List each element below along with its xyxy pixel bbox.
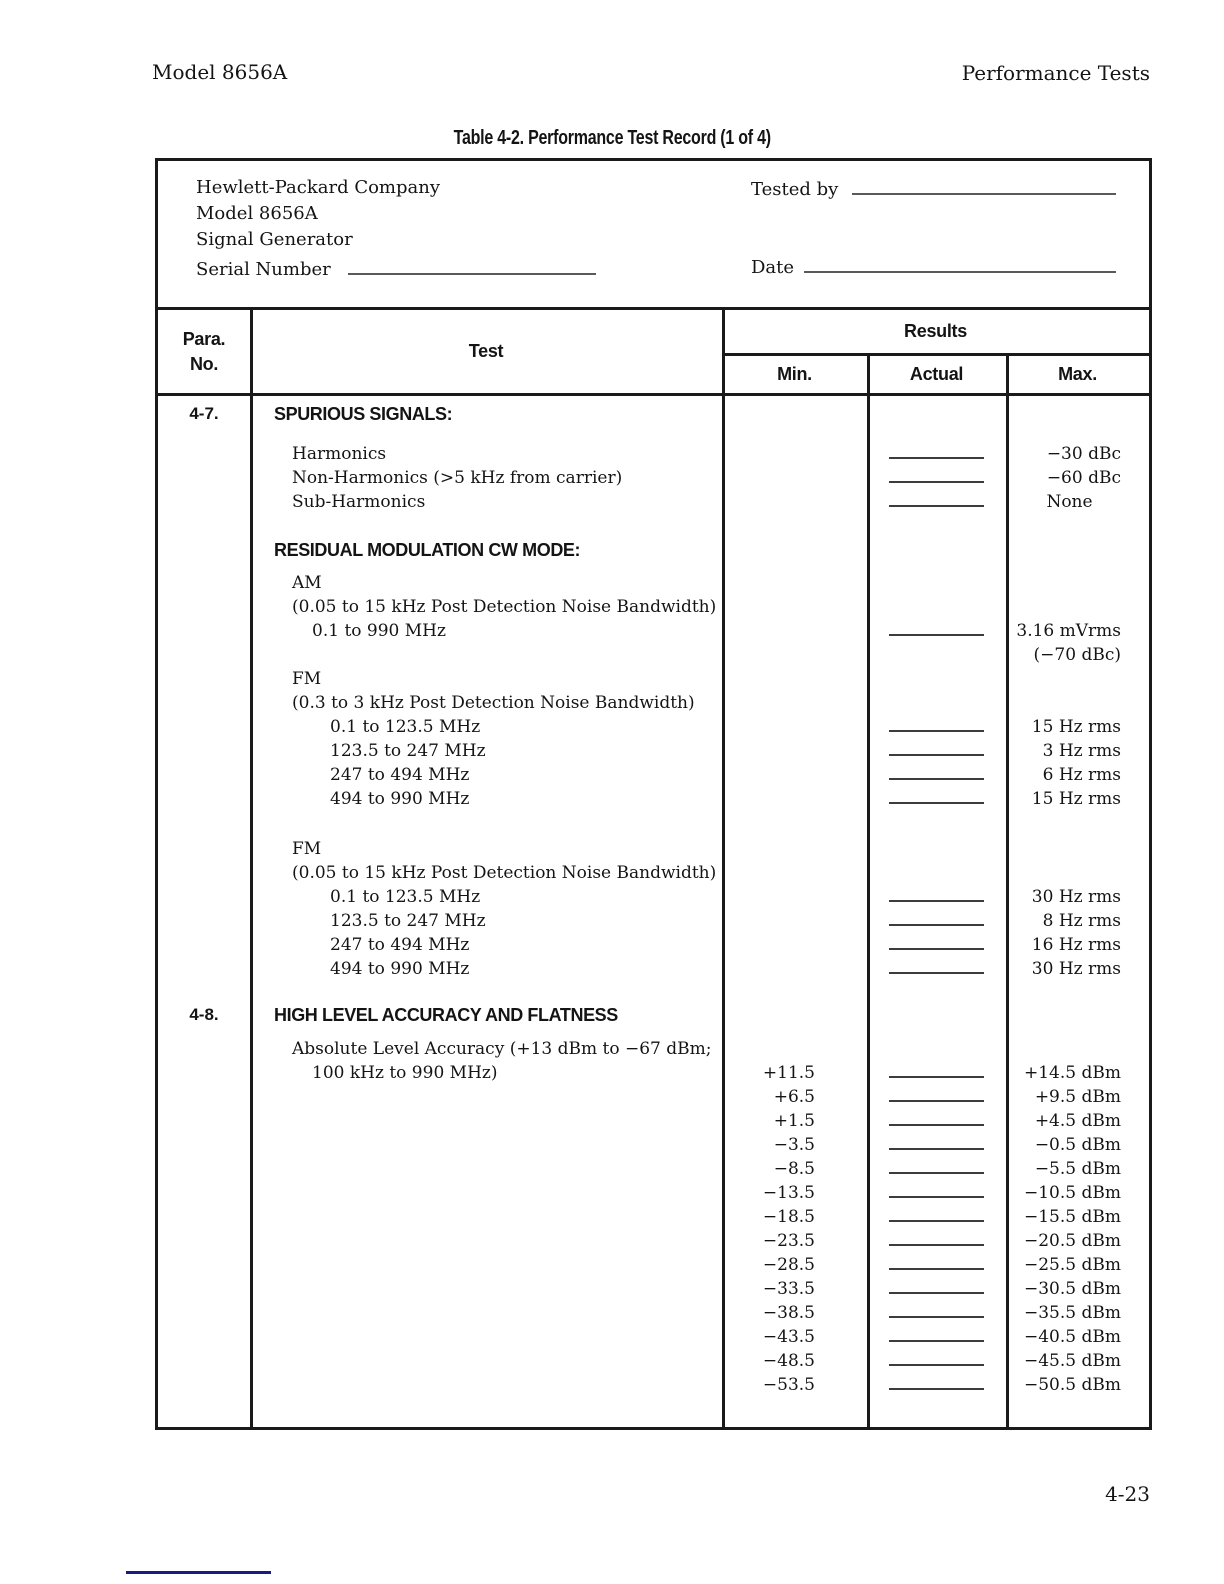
actual-entry-blank-line [889,909,984,926]
table-row [158,909,1149,933]
column-divider-actual-max [1006,396,1009,1427]
table-row [158,1037,1149,1061]
min-value-cell [722,571,867,595]
max-value-cell [1006,667,1149,691]
actual-value-cell [867,909,1006,933]
actual-entry-blank-line [889,1253,984,1270]
test-description-cell: (0.3 to 3 kHz Post Detection Noise Bandwidth) [292,693,695,713]
table-row [158,538,1149,562]
serial-number-label: Serial Number [196,259,331,280]
test-description-cell [250,1325,722,1349]
model-number: Model 8656A [196,203,318,224]
actual-entry-blank-line [889,1157,984,1174]
test-description-cell: 123.5 to 247 MHz [330,741,486,761]
min-value-cell [722,739,867,763]
test-description-cell: 494 to 990 MHz [330,789,470,809]
test-description-cell [250,1003,722,1028]
para-no-cell [158,490,250,514]
actual-value-cell [867,466,1006,490]
table-row [158,619,1149,643]
min-value-cell: −33.5 [762,1279,815,1299]
min-value-cell [722,861,867,885]
min-value-cell: +11.5 [762,1063,815,1083]
column-header-para-no: Para. No. [182,328,226,374]
max-value-cell: None [1046,492,1093,512]
para-no-cell [158,442,250,466]
min-value-cell [722,667,867,691]
column-header-test: Test [468,341,504,361]
para-no-cell [158,763,250,787]
max-value-cell [1006,1003,1149,1028]
min-value-cell [722,787,867,811]
running-header-right: Performance Tests [961,61,1150,85]
actual-value-cell [867,1277,1006,1301]
para-no-cell [158,1301,250,1325]
table-row [158,1157,1149,1181]
actual-value-cell [867,490,1006,514]
test-section-heading: HIGH LEVEL ACCURACY AND FLATNESS [274,1005,618,1025]
column-header-min: Min. [777,364,812,384]
test-description-cell: (0.05 to 15 kHz Post Detection Noise Bandwidth) [292,863,717,883]
test-description-cell: Harmonics [292,444,387,464]
product-name: Signal Generator [196,229,353,250]
actual-value-cell [867,619,1006,643]
para-no-cell [158,466,250,490]
max-value-cell: 15 Hz rms [1031,717,1121,737]
min-value-cell: +6.5 [773,1087,815,1107]
para-no-cell: 4-8. [189,1005,219,1024]
para-no-cell [158,1373,250,1397]
test-description-cell: Absolute Level Accuracy (+13 dBm to −67 dBm; [292,1039,712,1059]
actual-value-cell [867,1181,1006,1205]
table-row [158,861,1149,885]
column-divider-para-test [250,396,253,1427]
actual-value-cell [867,1061,1006,1085]
test-description-cell: FM [292,839,322,859]
test-description-cell: 494 to 990 MHz [330,959,470,979]
info-section [158,161,1149,307]
column-divider-min-actual [867,396,870,1427]
actual-entry-blank-line [889,466,984,483]
para-no-cell [158,1109,250,1133]
actual-entry-blank-line [889,1133,984,1150]
table-row [158,885,1149,909]
max-value-cell: (−70 dBc) [1033,645,1121,665]
para-no-cell [158,1133,250,1157]
table-header [158,307,1149,396]
actual-value-cell [867,933,1006,957]
test-description-cell [250,1253,722,1277]
row-spacer [158,514,1149,538]
date-label: Date [751,257,795,278]
min-value-cell [722,837,867,861]
max-value-cell: −10.5 dBm [1024,1183,1121,1203]
test-description-cell [250,1181,722,1205]
table-row [158,715,1149,739]
date-entry-line [804,255,1116,273]
actual-entry-blank-line [889,1325,984,1342]
min-value-cell: −8.5 [773,1159,815,1179]
max-value-cell: 6 Hz rms [1042,765,1121,785]
table-row [158,1373,1149,1397]
actual-value-cell [867,861,1006,885]
para-no-cell [158,538,250,563]
max-value-cell: −35.5 dBm [1024,1303,1121,1323]
para-no-cell [158,571,250,595]
max-value-cell [1006,571,1149,595]
para-no-cell [158,691,250,715]
actual-value-cell [867,837,1006,861]
table-row [158,1133,1149,1157]
test-description-cell: 0.1 to 123.5 MHz [330,887,481,907]
test-description-cell [250,1277,722,1301]
table-row [158,442,1149,466]
table-row [158,1061,1149,1085]
actual-entry-blank-line [889,1181,984,1198]
table-row [158,1229,1149,1253]
actual-entry-blank-line [889,933,984,950]
actual-entry-blank-line [889,490,984,507]
table-row [158,1325,1149,1349]
test-description-cell: Non-Harmonics (>5 kHz from carrier) [292,468,623,488]
max-value-cell: −5.5 dBm [1034,1159,1121,1179]
max-value-cell: 30 Hz rms [1031,959,1121,979]
min-value-cell [722,538,867,563]
table-row [158,643,1149,667]
min-value-cell [722,763,867,787]
max-value-cell [1006,538,1149,563]
max-value-cell [1006,861,1149,885]
column-divider-test-results [722,396,725,1427]
max-value-cell [1006,691,1149,715]
actual-entry-blank-line [889,1229,984,1246]
company-name: Hewlett-Packard Company [196,177,441,198]
column-header-actual: Actual [909,364,964,384]
max-value-cell: +4.5 dBm [1034,1111,1121,1131]
actual-entry-blank-line [889,739,984,756]
max-value-cell: 30 Hz rms [1031,887,1121,907]
para-no-cell [158,837,250,861]
row-spacer [158,981,1149,1003]
actual-entry-blank-line [889,1061,984,1078]
min-value-cell [722,957,867,981]
para-no-cell [158,1229,250,1253]
actual-entry-blank-line [889,1109,984,1126]
para-no-cell [158,595,250,619]
test-description-cell: 247 to 494 MHz [330,765,470,785]
max-value-cell [1006,595,1149,619]
table-row [158,787,1149,811]
min-value-cell [722,595,867,619]
test-description-cell: FM [292,669,322,689]
actual-entry-blank-line [889,442,984,459]
actual-entry-blank-line [889,1349,984,1366]
date-row [751,255,1116,279]
min-value-cell [722,619,867,643]
test-description-cell: 0.1 to 990 MHz [312,621,446,641]
para-no-cell [158,861,250,885]
test-description-cell [250,1109,722,1133]
table-row [158,490,1149,514]
running-header-left: Model 8656A [152,60,288,84]
min-value-cell: −48.5 [762,1351,815,1371]
row-spacer [158,1027,1149,1037]
max-value-cell: −50.5 dBm [1024,1375,1121,1395]
para-no-cell [158,957,250,981]
max-value-cell: −30 dBc [1046,444,1121,464]
test-section-heading: SPURIOUS SIGNALS: [274,404,453,424]
table-row [158,933,1149,957]
max-value-cell: −20.5 dBm [1024,1231,1121,1251]
test-description-cell: 0.1 to 123.5 MHz [330,717,481,737]
row-spacer [158,426,1149,442]
table-row [158,595,1149,619]
max-value-cell: −15.5 dBm [1024,1207,1121,1227]
para-no-cell [158,1325,250,1349]
table-caption [0,127,1224,150]
test-description-cell: 123.5 to 247 MHz [330,911,486,931]
max-value-cell: 3.16 mVrms [1016,621,1121,641]
test-description-cell: 247 to 494 MHz [330,935,470,955]
actual-value-cell [867,1085,1006,1109]
min-value-cell: −18.5 [762,1207,815,1227]
footer-accent-bar [126,1571,271,1574]
min-value-cell: −38.5 [762,1303,815,1323]
actual-value-cell [867,402,1006,427]
min-value-cell: −43.5 [762,1327,815,1347]
para-no-cell [158,1253,250,1277]
tested-by-label: Tested by [751,179,839,200]
actual-value-cell [867,1229,1006,1253]
table-caption-text: Table 4-2. Performance Test Record (1 of 4) [453,127,771,149]
actual-value-cell [867,1003,1006,1028]
test-description-cell [250,1373,722,1397]
actual-value-cell [867,1037,1006,1061]
actual-entry-blank-line [889,1373,984,1390]
para-no-cell [158,909,250,933]
para-no-cell [158,715,250,739]
row-spacer [158,811,1149,837]
actual-value-cell [867,667,1006,691]
table-row [158,1205,1149,1229]
para-no-cell [158,1037,250,1061]
test-description-cell [250,643,722,667]
min-value-cell [722,402,867,427]
actual-value-cell [867,643,1006,667]
para-no-cell [158,619,250,643]
max-value-cell: 16 Hz rms [1031,935,1121,955]
row-spacer [158,562,1149,571]
test-description-cell [250,402,722,427]
max-value-cell: −30.5 dBm [1024,1279,1121,1299]
para-no-cell [158,933,250,957]
max-value-cell: 8 Hz rms [1042,911,1121,931]
table-row [158,1181,1149,1205]
test-description-cell: Sub-Harmonics [292,492,426,512]
serial-number-entry-line [348,257,596,275]
actual-value-cell [867,1325,1006,1349]
actual-value-cell [867,1157,1006,1181]
actual-value-cell [867,1373,1006,1397]
actual-value-cell [867,763,1006,787]
table-row [158,957,1149,981]
table-row [158,466,1149,490]
min-value-cell [722,691,867,715]
serial-number-row [196,257,596,281]
actual-value-cell [867,957,1006,981]
table-row [158,1277,1149,1301]
actual-entry-blank-line [889,885,984,902]
actual-entry-blank-line [889,715,984,732]
max-value-cell: −45.5 dBm [1024,1351,1121,1371]
max-value-cell: −25.5 dBm [1024,1255,1121,1275]
max-value-cell: −40.5 dBm [1024,1327,1121,1347]
test-description-cell [250,1133,722,1157]
table-row [158,739,1149,763]
actual-entry-blank-line [889,619,984,636]
para-no-cell [158,643,250,667]
test-description-cell [250,1085,722,1109]
table-row [158,837,1149,861]
test-description-cell [250,538,722,563]
test-description-cell: AM [292,573,322,593]
min-value-cell [722,643,867,667]
max-value-cell: +9.5 dBm [1034,1087,1121,1107]
table-row [158,571,1149,595]
actual-entry-blank-line [889,787,984,804]
test-description-cell [250,1229,722,1253]
max-value-cell: −0.5 dBm [1034,1135,1121,1155]
actual-value-cell [867,715,1006,739]
actual-value-cell [867,787,1006,811]
actual-value-cell [867,885,1006,909]
table-row [158,667,1149,691]
para-no-cell [158,1277,250,1301]
actual-value-cell [867,538,1006,563]
actual-value-cell [867,1133,1006,1157]
para-no-cell [158,787,250,811]
max-value-cell: +14.5 dBm [1024,1063,1121,1083]
table-row [158,1301,1149,1325]
para-no-cell [158,1085,250,1109]
max-value-cell: 15 Hz rms [1031,789,1121,809]
column-header-max: Max. [1058,364,1097,384]
test-record-box [155,158,1152,1430]
test-description-cell: (0.05 to 15 kHz Post Detection Noise Bandwidth) [292,597,717,617]
tested-by-row [751,177,1116,201]
table-row [158,763,1149,787]
para-no-cell [158,1349,250,1373]
para-no-cell [158,1181,250,1205]
min-value-cell [722,933,867,957]
min-value-cell [722,909,867,933]
actual-value-cell [867,571,1006,595]
min-value-cell [722,885,867,909]
column-header-results: Results [904,321,967,341]
min-value-cell: −28.5 [762,1255,815,1275]
table-row [158,1253,1149,1277]
table-row [158,1003,1149,1027]
tested-by-entry-line [852,177,1116,195]
min-value-cell [722,442,867,466]
min-value-cell: −13.5 [762,1183,815,1203]
max-value-cell: 3 Hz rms [1042,741,1121,761]
test-description-cell: 100 kHz to 990 MHz) [312,1063,498,1083]
para-no-cell [158,1205,250,1229]
test-description-cell [250,1205,722,1229]
min-value-cell: +1.5 [773,1111,815,1131]
actual-value-cell [867,1205,1006,1229]
max-value-cell [1006,837,1149,861]
table-row [158,1085,1149,1109]
actual-entry-blank-line [889,1301,984,1318]
actual-entry-blank-line [889,1085,984,1102]
para-no-cell [158,1061,250,1085]
actual-value-cell [867,1253,1006,1277]
min-value-cell: −53.5 [762,1375,815,1395]
test-description-cell [250,1301,722,1325]
actual-value-cell [867,442,1006,466]
table-row [158,1349,1149,1373]
min-value-cell [722,1003,867,1028]
table-row [158,402,1149,426]
actual-value-cell [867,595,1006,619]
actual-entry-blank-line [889,1205,984,1222]
para-no-cell [158,885,250,909]
actual-entry-blank-line [889,763,984,780]
para-no-cell [158,739,250,763]
max-value-cell [1006,1037,1149,1061]
min-value-cell [722,715,867,739]
actual-value-cell [867,739,1006,763]
table-body [158,396,1149,1427]
page-number: 4-23 [1105,1482,1150,1506]
min-value-cell: −3.5 [773,1135,815,1155]
test-description-cell [250,1349,722,1373]
actual-value-cell [867,1301,1006,1325]
actual-entry-blank-line [889,1277,984,1294]
max-value-cell [1006,402,1149,427]
test-section-heading: RESIDUAL MODULATION CW MODE: [274,540,581,560]
actual-value-cell [867,691,1006,715]
para-no-cell [158,667,250,691]
actual-entry-blank-line [889,957,984,974]
para-no-cell [158,1157,250,1181]
actual-value-cell [867,1109,1006,1133]
table-row [158,691,1149,715]
para-no-cell: 4-7. [189,404,219,423]
min-value-cell [722,490,867,514]
table-row [158,1109,1149,1133]
min-value-cell [722,466,867,490]
test-description-cell [250,1157,722,1181]
max-value-cell: −60 dBc [1046,468,1121,488]
min-value-cell [722,1037,867,1061]
actual-value-cell [867,1349,1006,1373]
min-value-cell: −23.5 [762,1231,815,1251]
